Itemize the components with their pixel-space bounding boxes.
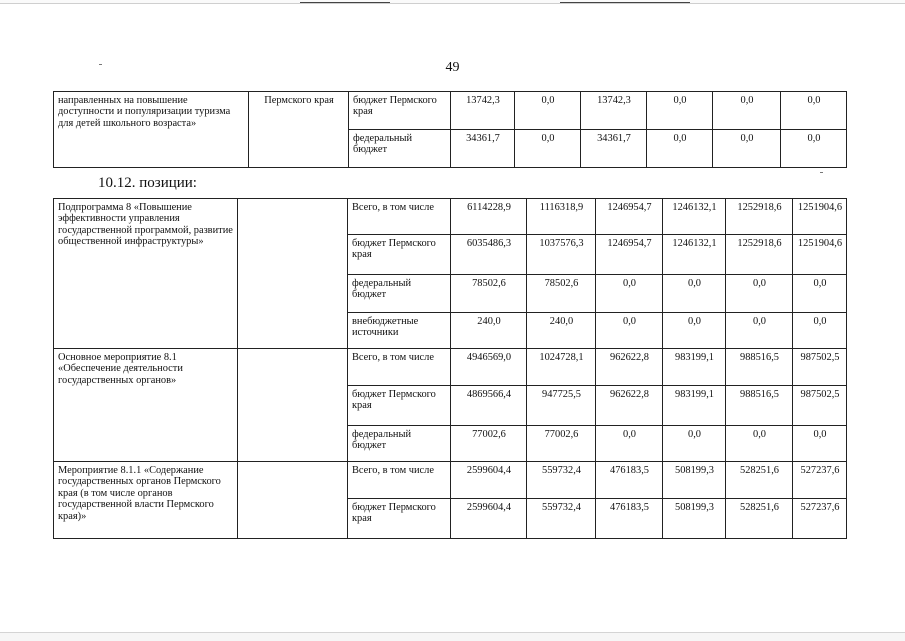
amount-cell: 0,0	[793, 275, 847, 313]
section-heading: 10.12. позиции:	[98, 175, 197, 191]
amount-cell: 6035486,3	[451, 235, 527, 275]
amount-cell: 962622,8	[596, 386, 663, 426]
amount-cell: 77002,6	[451, 426, 527, 462]
amount-cell: 476183,5	[596, 499, 663, 539]
amount-cell: 1251904,6	[793, 199, 847, 235]
budget-table-top	[53, 91, 847, 168]
amount-cell: 240,0	[451, 313, 527, 349]
amount-cell: 1246954,7	[596, 235, 663, 275]
amount-cell: 0,0	[663, 426, 726, 462]
funding-source-cell: бюджет Пермского края	[348, 499, 451, 539]
executor-cell: Пермского края	[249, 92, 349, 168]
amount-cell: 0,0	[647, 92, 713, 130]
funding-source-cell: бюджет Пермского края	[349, 92, 451, 130]
table-row	[54, 462, 847, 499]
scan-artifact	[560, 2, 690, 3]
amount-cell: 527237,6	[793, 462, 847, 499]
amount-cell: 34361,7	[581, 130, 647, 168]
amount-cell: 0,0	[713, 130, 781, 168]
amount-cell: 13742,3	[451, 92, 515, 130]
amount-cell: 240,0	[527, 313, 596, 349]
amount-cell: 476183,5	[596, 462, 663, 499]
amount-cell: 987502,5	[793, 386, 847, 426]
table-row	[54, 199, 847, 235]
amount-cell: 559732,4	[527, 499, 596, 539]
amount-cell: 947725,5	[527, 386, 596, 426]
amount-cell: 508199,3	[663, 462, 726, 499]
amount-cell: 988516,5	[726, 386, 793, 426]
amount-cell: 1246132,1	[663, 235, 726, 275]
amount-cell: 2599604,4	[451, 499, 527, 539]
amount-cell: 0,0	[726, 426, 793, 462]
amount-cell: 0,0	[781, 130, 847, 168]
table-row	[54, 349, 847, 386]
amount-cell: 1037576,3	[527, 235, 596, 275]
funding-source-cell: Всего, в том числе	[348, 462, 451, 499]
amount-cell: 0,0	[663, 313, 726, 349]
amount-cell: 0,0	[515, 92, 581, 130]
amount-cell: 0,0	[596, 313, 663, 349]
item-name-cell: Мероприятие 8.1.1 «Содержание государственных органов Пермского края (в том числе органов государственной власти Пермского края)»	[54, 462, 238, 539]
amount-cell: 0,0	[515, 130, 581, 168]
funding-source-cell: федеральный бюджет	[348, 275, 451, 313]
amount-cell: 528251,6	[726, 499, 793, 539]
amount-cell: 78502,6	[451, 275, 527, 313]
amount-cell: 528251,6	[726, 462, 793, 499]
amount-cell: 0,0	[663, 275, 726, 313]
amount-cell: 527237,6	[793, 499, 847, 539]
scan-top-edge	[0, 0, 905, 4]
amount-cell: 0,0	[647, 130, 713, 168]
amount-cell: 508199,3	[663, 499, 726, 539]
amount-cell: 962622,8	[596, 349, 663, 386]
amount-cell: 0,0	[793, 426, 847, 462]
funding-source-cell: федеральный бюджет	[349, 130, 451, 168]
table-row	[54, 92, 847, 130]
funding-source-cell: Всего, в том числе	[348, 349, 451, 386]
amount-cell: 1246954,7	[596, 199, 663, 235]
amount-cell: 0,0	[596, 275, 663, 313]
amount-cell: 4869566,4	[451, 386, 527, 426]
amount-cell: 0,0	[726, 313, 793, 349]
executor-cell	[238, 199, 348, 349]
amount-cell: 1251904,6	[793, 235, 847, 275]
item-name-cell: Подпрограмма 8 «Повышение эффективности управления государственной программой, развитие общественной инфраструктуры»	[54, 199, 238, 349]
amount-cell: 78502,6	[527, 275, 596, 313]
scan-artifact	[300, 2, 390, 3]
amount-cell: 1246132,1	[663, 199, 726, 235]
amount-cell: 77002,6	[527, 426, 596, 462]
funding-source-cell: Всего, в том числе	[348, 199, 451, 235]
executor-cell	[238, 349, 348, 462]
amount-cell: 987502,5	[793, 349, 847, 386]
funding-source-cell: бюджет Пермского края	[348, 386, 451, 426]
amount-cell: 1252918,6	[726, 235, 793, 275]
amount-cell: 0,0	[793, 313, 847, 349]
funding-source-cell: внебюджетные источники	[348, 313, 451, 349]
budget-table-main	[53, 198, 847, 539]
amount-cell: 983199,1	[663, 349, 726, 386]
amount-cell: 0,0	[781, 92, 847, 130]
amount-cell: 13742,3	[581, 92, 647, 130]
page-number: 49	[445, 60, 460, 75]
item-name-cell: Основное мероприятие 8.1 «Обеспечение деятельности государственных органов»	[54, 349, 238, 462]
amount-cell: 0,0	[713, 92, 781, 130]
scan-speck	[820, 172, 823, 173]
amount-cell: 2599604,4	[451, 462, 527, 499]
amount-cell: 1252918,6	[726, 199, 793, 235]
item-name-cell: направленных на повышение доступности и популяризации туризма для детей школьного возраста»	[54, 92, 249, 168]
amount-cell: 988516,5	[726, 349, 793, 386]
amount-cell: 0,0	[596, 426, 663, 462]
funding-source-cell: федеральный бюджет	[348, 426, 451, 462]
amount-cell: 34361,7	[451, 130, 515, 168]
funding-source-cell: бюджет Пермского края	[348, 235, 451, 275]
amount-cell: 0,0	[726, 275, 793, 313]
amount-cell: 6114228,9	[451, 199, 527, 235]
amount-cell: 1024728,1	[527, 349, 596, 386]
amount-cell: 4946569,0	[451, 349, 527, 386]
amount-cell: 983199,1	[663, 386, 726, 426]
amount-cell: 559732,4	[527, 462, 596, 499]
executor-cell	[238, 462, 348, 539]
amount-cell: 1116318,9	[527, 199, 596, 235]
